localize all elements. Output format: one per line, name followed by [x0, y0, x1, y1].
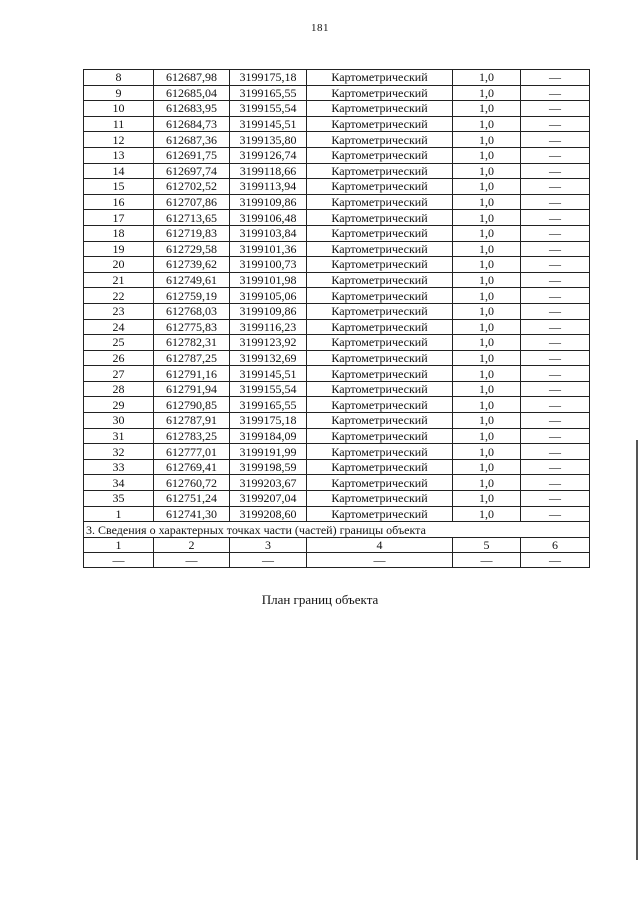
method-cell: Картометрический [307, 288, 453, 304]
x-coordinate-cell: 612790,85 [154, 397, 230, 413]
table-row [84, 413, 590, 429]
method-cell: Картометрический [307, 506, 453, 522]
point-number-cell: 1 [84, 506, 154, 522]
x-coordinate-cell: 612713,65 [154, 210, 230, 226]
y-coordinate-cell: 3199132,69 [230, 350, 307, 366]
y-coordinate-cell: 3199155,54 [230, 381, 307, 397]
y-coordinate-cell: 3199105,06 [230, 288, 307, 304]
y-coordinate-cell: 3199109,86 [230, 194, 307, 210]
accuracy-cell: 1,0 [453, 335, 521, 351]
method-cell: Картометрический [307, 70, 453, 86]
table-row [84, 303, 590, 319]
table-row [84, 132, 590, 148]
y-coordinate-cell: 3199184,09 [230, 428, 307, 444]
point-number-cell: 21 [84, 272, 154, 288]
section3-header-row [84, 537, 590, 553]
y-coordinate-cell: 3199155,54 [230, 101, 307, 117]
method-cell: Картометрический [307, 381, 453, 397]
accuracy-cell: 1,0 [453, 210, 521, 226]
extra-cell: — [521, 506, 590, 522]
extra-cell: — [521, 241, 590, 257]
y-coordinate-cell: 3199191,99 [230, 444, 307, 460]
method-cell: Картометрический [307, 413, 453, 429]
point-number-cell: 29 [84, 397, 154, 413]
x-coordinate-cell: 612707,86 [154, 194, 230, 210]
table-row [84, 506, 590, 522]
accuracy-cell: 1,0 [453, 70, 521, 86]
method-cell: Картометрический [307, 85, 453, 101]
accuracy-cell: 1,0 [453, 85, 521, 101]
section3-title: 3. Сведения о характерных точках части (частей) границы объекта [84, 522, 590, 538]
table-row [84, 194, 590, 210]
x-coordinate-cell: 612782,31 [154, 335, 230, 351]
table-row [84, 225, 590, 241]
method-cell: Картометрический [307, 101, 453, 117]
accuracy-cell: 1,0 [453, 428, 521, 444]
extra-cell: — [521, 491, 590, 507]
point-number-cell: 14 [84, 163, 154, 179]
x-coordinate-cell: 612687,98 [154, 70, 230, 86]
extra-cell: — [521, 85, 590, 101]
method-cell: Картометрический [307, 194, 453, 210]
accuracy-cell: 1,0 [453, 132, 521, 148]
y-coordinate-cell: 3199126,74 [230, 147, 307, 163]
point-number-cell: 32 [84, 444, 154, 460]
x-coordinate-cell: 612775,83 [154, 319, 230, 335]
method-cell: Картометрический [307, 397, 453, 413]
y-coordinate-cell: 3199207,04 [230, 491, 307, 507]
section3-cell: — [230, 553, 307, 568]
x-coordinate-cell: 612697,74 [154, 163, 230, 179]
accuracy-cell: 1,0 [453, 506, 521, 522]
table-row [84, 163, 590, 179]
method-cell: Картометрический [307, 132, 453, 148]
table-row [84, 428, 590, 444]
table-row [84, 272, 590, 288]
accuracy-cell: 1,0 [453, 381, 521, 397]
section3-cell: — [521, 553, 590, 568]
point-number-cell: 33 [84, 459, 154, 475]
point-number-cell: 15 [84, 179, 154, 195]
method-cell: Картометрический [307, 319, 453, 335]
method-cell: Картометрический [307, 303, 453, 319]
y-coordinate-cell: 3199135,80 [230, 132, 307, 148]
section3-header-cell: 6 [521, 537, 590, 553]
x-coordinate-cell: 612759,19 [154, 288, 230, 304]
method-cell: Картометрический [307, 147, 453, 163]
accuracy-cell: 1,0 [453, 350, 521, 366]
scan-edge-line [636, 440, 638, 860]
accuracy-cell: 1,0 [453, 179, 521, 195]
point-number-cell: 9 [84, 85, 154, 101]
x-coordinate-cell: 612749,61 [154, 272, 230, 288]
extra-cell: — [521, 179, 590, 195]
x-coordinate-cell: 612787,25 [154, 350, 230, 366]
table-row [84, 350, 590, 366]
y-coordinate-cell: 3199175,18 [230, 70, 307, 86]
extra-cell: — [521, 303, 590, 319]
point-number-cell: 24 [84, 319, 154, 335]
y-coordinate-cell: 3199175,18 [230, 413, 307, 429]
point-number-cell: 22 [84, 288, 154, 304]
extra-cell: — [521, 147, 590, 163]
y-coordinate-cell: 3199100,73 [230, 257, 307, 273]
y-coordinate-cell: 3199103,84 [230, 225, 307, 241]
section3-cell: — [154, 553, 230, 568]
method-cell: Картометрический [307, 350, 453, 366]
section3-cell: — [307, 553, 453, 568]
extra-cell: — [521, 335, 590, 351]
point-number-cell: 13 [84, 147, 154, 163]
point-number-cell: 35 [84, 491, 154, 507]
accuracy-cell: 1,0 [453, 319, 521, 335]
x-coordinate-cell: 612719,83 [154, 225, 230, 241]
method-cell: Картометрический [307, 459, 453, 475]
point-number-cell: 12 [84, 132, 154, 148]
x-coordinate-cell: 612787,91 [154, 413, 230, 429]
x-coordinate-cell: 612760,72 [154, 475, 230, 491]
method-cell: Картометрический [307, 444, 453, 460]
table-row [84, 444, 590, 460]
extra-cell: — [521, 397, 590, 413]
accuracy-cell: 1,0 [453, 397, 521, 413]
accuracy-cell: 1,0 [453, 101, 521, 117]
table-row [84, 475, 590, 491]
point-number-cell: 34 [84, 475, 154, 491]
x-coordinate-cell: 612791,16 [154, 366, 230, 382]
accuracy-cell: 1,0 [453, 413, 521, 429]
table-row [84, 70, 590, 86]
point-number-cell: 8 [84, 70, 154, 86]
x-coordinate-cell: 612751,24 [154, 491, 230, 507]
extra-cell: — [521, 475, 590, 491]
method-cell: Картометрический [307, 163, 453, 179]
method-cell: Картометрический [307, 225, 453, 241]
section3-header-cell: 5 [453, 537, 521, 553]
extra-cell: — [521, 319, 590, 335]
boundary-points-body [84, 70, 590, 522]
table-row [84, 335, 590, 351]
section3-cell: — [453, 553, 521, 568]
extra-cell: — [521, 272, 590, 288]
section3-cell: — [84, 553, 154, 568]
x-coordinate-cell: 612683,95 [154, 101, 230, 117]
point-number-cell: 23 [84, 303, 154, 319]
table-row [84, 257, 590, 273]
accuracy-cell: 1,0 [453, 116, 521, 132]
point-number-cell: 26 [84, 350, 154, 366]
method-cell: Картометрический [307, 116, 453, 132]
x-coordinate-cell: 612768,03 [154, 303, 230, 319]
accuracy-cell: 1,0 [453, 241, 521, 257]
x-coordinate-cell: 612739,62 [154, 257, 230, 273]
x-coordinate-cell: 612741,30 [154, 506, 230, 522]
table-row [84, 147, 590, 163]
table-row [84, 491, 590, 507]
extra-cell: — [521, 116, 590, 132]
extra-cell: — [521, 459, 590, 475]
section3-header-cell: 3 [230, 537, 307, 553]
extra-cell: — [521, 132, 590, 148]
x-coordinate-cell: 612691,75 [154, 147, 230, 163]
point-number-cell: 31 [84, 428, 154, 444]
point-number-cell: 28 [84, 381, 154, 397]
accuracy-cell: 1,0 [453, 366, 521, 382]
table-row [84, 288, 590, 304]
method-cell: Картометрический [307, 366, 453, 382]
y-coordinate-cell: 3199106,48 [230, 210, 307, 226]
y-coordinate-cell: 3199118,66 [230, 163, 307, 179]
accuracy-cell: 1,0 [453, 257, 521, 273]
point-number-cell: 25 [84, 335, 154, 351]
y-coordinate-cell: 3199116,23 [230, 319, 307, 335]
accuracy-cell: 1,0 [453, 225, 521, 241]
extra-cell: — [521, 101, 590, 117]
accuracy-cell: 1,0 [453, 288, 521, 304]
accuracy-cell: 1,0 [453, 459, 521, 475]
extra-cell: — [521, 163, 590, 179]
section3-header-cell: 2 [154, 537, 230, 553]
y-coordinate-cell: 3199203,67 [230, 475, 307, 491]
table-row [84, 459, 590, 475]
table-row [84, 101, 590, 117]
table-row [84, 319, 590, 335]
point-number-cell: 10 [84, 101, 154, 117]
accuracy-cell: 1,0 [453, 444, 521, 460]
extra-cell: — [521, 225, 590, 241]
accuracy-cell: 1,0 [453, 272, 521, 288]
y-coordinate-cell: 3199145,51 [230, 116, 307, 132]
accuracy-cell: 1,0 [453, 147, 521, 163]
point-number-cell: 19 [84, 241, 154, 257]
extra-cell: — [521, 210, 590, 226]
accuracy-cell: 1,0 [453, 475, 521, 491]
x-coordinate-cell: 612729,58 [154, 241, 230, 257]
accuracy-cell: 1,0 [453, 303, 521, 319]
x-coordinate-cell: 612685,04 [154, 85, 230, 101]
page-number: 181 [311, 22, 329, 34]
method-cell: Картометрический [307, 257, 453, 273]
table-row [84, 85, 590, 101]
y-coordinate-cell: 3199113,94 [230, 179, 307, 195]
table-row [84, 241, 590, 257]
x-coordinate-cell: 612791,94 [154, 381, 230, 397]
y-coordinate-cell: 3199101,98 [230, 272, 307, 288]
section3-title-row [84, 522, 590, 538]
method-cell: Картометрический [307, 179, 453, 195]
extra-cell: — [521, 70, 590, 86]
y-coordinate-cell: 3199145,51 [230, 366, 307, 382]
point-number-cell: 27 [84, 366, 154, 382]
table-row [84, 381, 590, 397]
y-coordinate-cell: 3199198,59 [230, 459, 307, 475]
section3-block [84, 522, 590, 568]
extra-cell: — [521, 257, 590, 273]
extra-cell: — [521, 288, 590, 304]
x-coordinate-cell: 612687,36 [154, 132, 230, 148]
table-row [84, 210, 590, 226]
method-cell: Картометрический [307, 475, 453, 491]
method-cell: Картометрический [307, 428, 453, 444]
y-coordinate-cell: 3199165,55 [230, 397, 307, 413]
plan-title: План границ объекта [261, 592, 379, 607]
table-row [84, 179, 590, 195]
extra-cell: — [521, 350, 590, 366]
x-coordinate-cell: 612769,41 [154, 459, 230, 475]
y-coordinate-cell: 3199109,86 [230, 303, 307, 319]
method-cell: Картометрический [307, 210, 453, 226]
boundary-points-table [83, 69, 590, 568]
extra-cell: — [521, 194, 590, 210]
y-coordinate-cell: 3199208,60 [230, 506, 307, 522]
section3-header-cell: 1 [84, 537, 154, 553]
extra-cell: — [521, 366, 590, 382]
extra-cell: — [521, 381, 590, 397]
x-coordinate-cell: 612684,73 [154, 116, 230, 132]
table-row [84, 116, 590, 132]
point-number-cell: 17 [84, 210, 154, 226]
table-row [84, 366, 590, 382]
x-coordinate-cell: 612783,25 [154, 428, 230, 444]
table-row [84, 397, 590, 413]
extra-cell: — [521, 428, 590, 444]
y-coordinate-cell: 3199165,55 [230, 85, 307, 101]
method-cell: Картометрический [307, 272, 453, 288]
point-number-cell: 18 [84, 225, 154, 241]
y-coordinate-cell: 3199123,92 [230, 335, 307, 351]
point-number-cell: 20 [84, 257, 154, 273]
section3-data-row [84, 553, 590, 568]
method-cell: Картометрический [307, 241, 453, 257]
point-number-cell: 16 [84, 194, 154, 210]
extra-cell: — [521, 444, 590, 460]
y-coordinate-cell: 3199101,36 [230, 241, 307, 257]
accuracy-cell: 1,0 [453, 194, 521, 210]
x-coordinate-cell: 612777,01 [154, 444, 230, 460]
extra-cell: — [521, 413, 590, 429]
x-coordinate-cell: 612702,52 [154, 179, 230, 195]
section3-header-cell: 4 [307, 537, 453, 553]
accuracy-cell: 1,0 [453, 491, 521, 507]
method-cell: Картометрический [307, 491, 453, 507]
method-cell: Картометрический [307, 335, 453, 351]
point-number-cell: 11 [84, 116, 154, 132]
accuracy-cell: 1,0 [453, 163, 521, 179]
point-number-cell: 30 [84, 413, 154, 429]
